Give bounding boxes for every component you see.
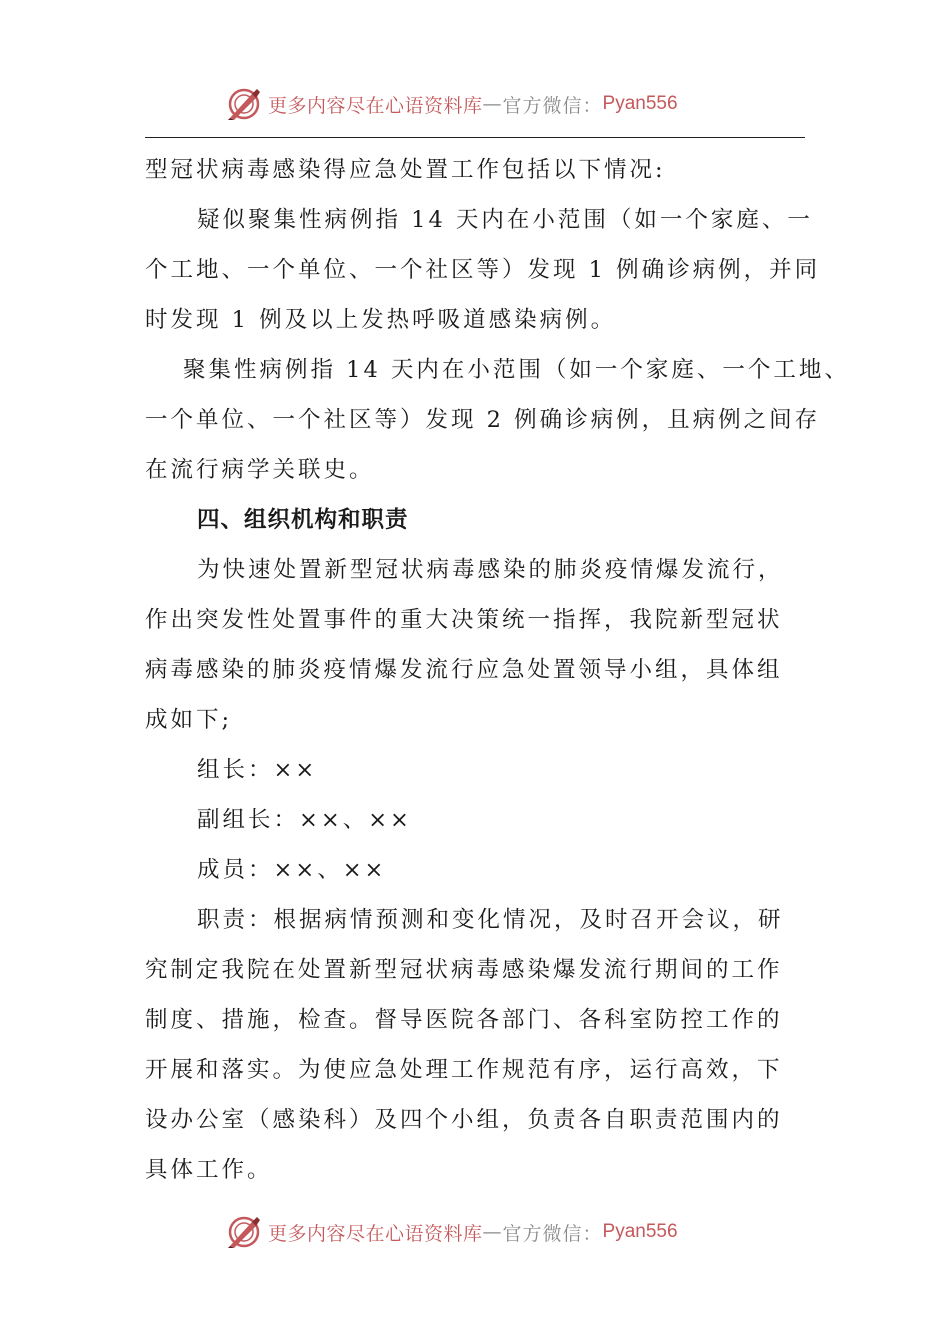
page-footer <box>226 1212 726 1252</box>
paragraph-line: 究制定我院在处置新型冠状病毒感染爆发流行期间的工作 <box>145 957 783 983</box>
paragraph-line: 为快速处置新型冠状病毒感染的肺炎疫情爆发流行， <box>197 557 784 583</box>
paragraph-line: 作出突发性处置事件的重大决策统一指挥，我院新型冠状 <box>145 607 783 633</box>
footer-wechat-label: 官方微信： <box>502 1222 603 1245</box>
paragraph-line: 型冠状病毒感染得应急处置工作包括以下情况: <box>145 157 666 183</box>
footer-wechat-id: Pyan556 <box>602 1221 678 1242</box>
header-wechat-label: 官方微信： <box>502 94 603 117</box>
paragraph-line: 成如下; <box>145 707 233 733</box>
group-leader-line: 组长：×× <box>197 757 318 783</box>
header-dash: — <box>482 93 503 115</box>
paragraph-line: 个工地、一个单位、一个社区等）发现 1 例确诊病例，并同 <box>145 257 821 283</box>
paragraph-line: 开展和落实。为使应急处理工作规范有序，运行高效，下 <box>145 1057 783 1083</box>
paragraph-line: 具体工作。 <box>145 1157 273 1183</box>
footer-dash: — <box>482 1221 503 1243</box>
paragraph-line: 时发现 1 例及以上发热呼吸道感染病例。 <box>145 307 617 333</box>
header-site-text: 更多内容尽在心语资料库 <box>268 94 483 117</box>
paragraph-line: 一个单位、一个社区等）发现 2 例确诊病例，且病例之间存 <box>145 407 821 433</box>
deputy-leader-line: 副组长：××、×× <box>197 807 412 833</box>
paragraph-line: 职责：根据病情预测和变化情况，及时召开会议，研 <box>197 907 784 933</box>
paragraph-line: 病毒感染的肺炎疫情爆发流行应急处置领导小组，具体组 <box>145 657 783 683</box>
pen-logo-icon <box>226 86 262 122</box>
members-line: 成员：××、×× <box>197 857 387 883</box>
paragraph-line: 疑似聚集性病例指 14 天内在小范围（如一个家庭、一 <box>197 207 813 233</box>
footer-site-text: 更多内容尽在心语资料库 <box>268 1222 483 1245</box>
header-divider <box>145 137 805 138</box>
section-heading: 四、组织机构和职责 <box>197 507 409 533</box>
paragraph-line: 制度、措施，检查。督导医院各部门、各科室防控工作的 <box>145 1007 783 1033</box>
paragraph-line: 在流行病学关联史。 <box>145 457 375 483</box>
paragraph-line: 聚集性病例指 14 天内在小范围（如一个家庭、一个工地、 <box>183 357 850 383</box>
pen-logo-icon <box>226 1214 262 1250</box>
document-body <box>145 145 850 1195</box>
page-header <box>226 84 726 124</box>
header-wechat-id: Pyan556 <box>602 93 678 114</box>
paragraph-line: 设办公室（感染科）及四个小组，负责各自职责范围内的 <box>145 1107 783 1133</box>
